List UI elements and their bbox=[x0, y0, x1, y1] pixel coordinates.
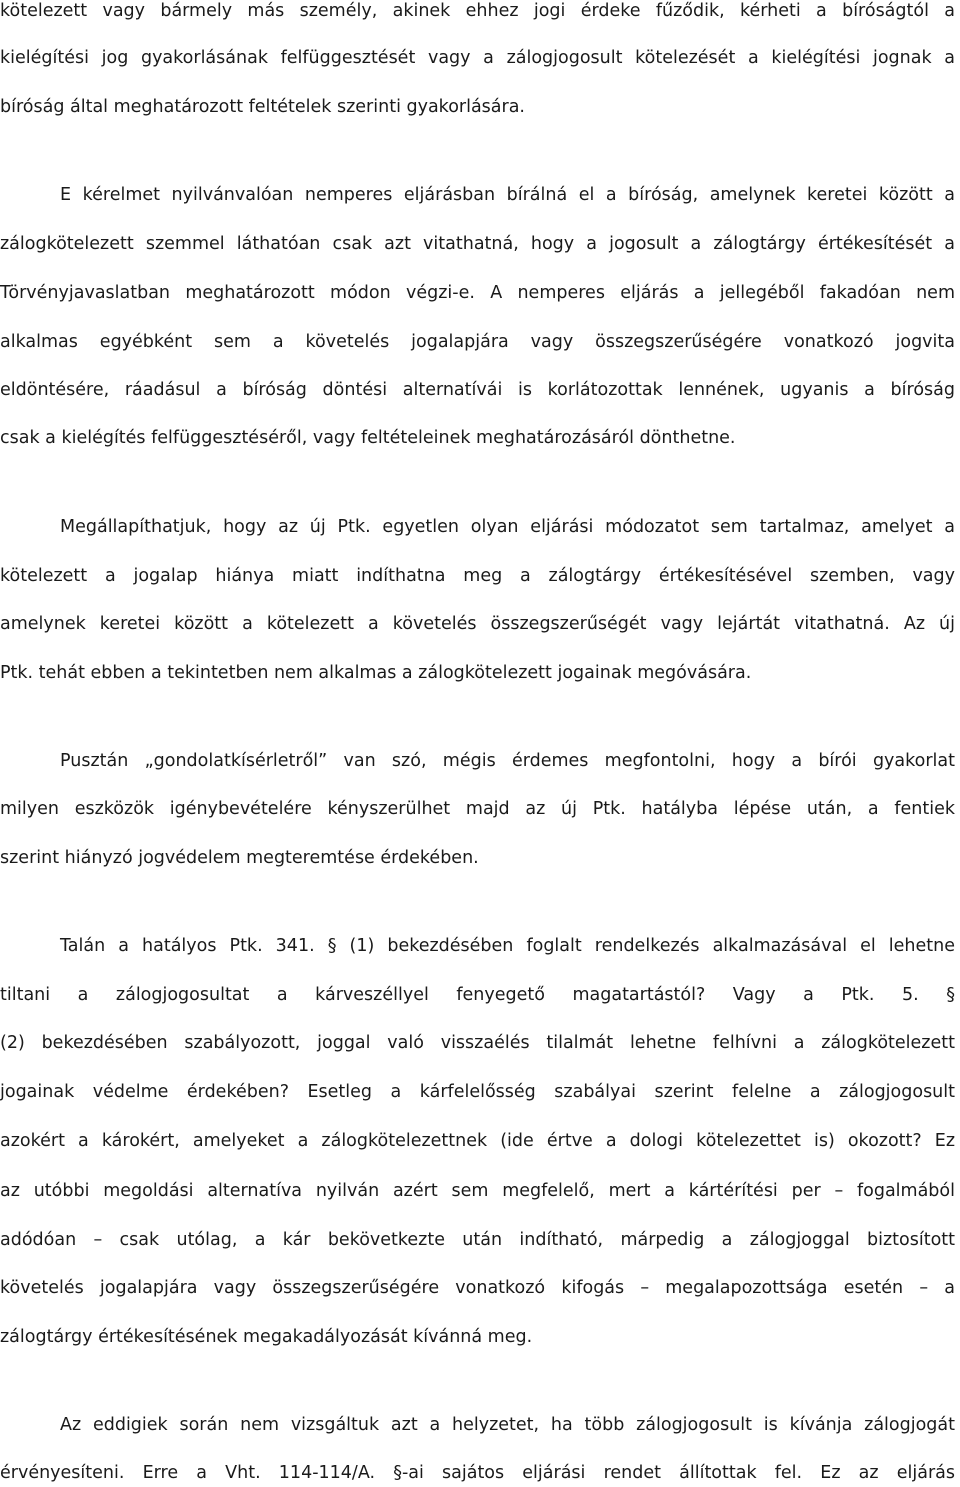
text-line: kötelezett vagy bármely más személy, akinek ehhez jogi érdeke fűződik, kérheti a bíróságtól a bbox=[0, 1, 955, 21]
text-line: követelés jogalapjára vagy összegszerűségére vonatkozó kifogás – megalapozottsága esetén – a bbox=[0, 1278, 955, 1298]
text-line: csak a kielégítés felfüggesztéséről, vagy feltételeinek meghatározásáról dönthetne. bbox=[0, 428, 736, 448]
paragraph-first-line: Az eddigiek során nem vizsgáltuk azt a helyzetet, ha több zálogjogosult is kívánja zálogjogát bbox=[60, 1415, 955, 1435]
text-line: (2) bekezdésében szabályozott, joggal való visszaélés tilalmát lehetne felhívni a zálogkötelezett bbox=[0, 1033, 955, 1053]
text-line: Törvényjavaslatban meghatározott módon végzi-e. A nemperes eljárás a jellegéből fakadóan nem bbox=[0, 283, 955, 303]
text-line: kötelezett a jogalap hiánya miatt indíthatna meg a zálogtárgy értékesítésével szemben, vagy bbox=[0, 566, 955, 586]
text-line: bíróság által meghatározott feltételek szerinti gyakorlására. bbox=[0, 97, 525, 117]
text-line: alkalmas egyébként sem a követelés jogalapjára vagy összegszerűségére vonatkozó jogvita bbox=[0, 332, 955, 352]
text-line: szerint hiányzó jogvédelem megteremtése érdekében. bbox=[0, 848, 479, 868]
text-line: amelynek keretei között a kötelezett a követelés összegszerűségét vagy lejártát vitathatná. Az új bbox=[0, 614, 955, 634]
text-line: tiltani a zálogjogosultat a kárveszéllyel fenyegető magatartástól? Vagy a Ptk. 5. § bbox=[0, 985, 955, 1005]
text-line: azokért a károkért, amelyeket a zálogkötelezettnek (ide értve a dologi kötelezettet is) okozott? Ez bbox=[0, 1131, 955, 1151]
text-line: az utóbbi megoldási alternatíva nyilván azért sem megfelelő, mert a kártérítési per – fogalmából bbox=[0, 1181, 955, 1201]
text-line: eldöntésére, ráadásul a bíróság döntési alternatívái is korlátozottak lennének, ugyanis a bíróság bbox=[0, 380, 955, 400]
text-line: érvényesíteni. Erre a Vht. 114-114/A. §-ai sajátos eljárási rendet állítottak fel. Ez az eljárás bbox=[0, 1463, 955, 1483]
text-line: adódóan – csak utólag, a kár bekövetkezte után indítható, márpedig a zálogjoggal biztosított bbox=[0, 1230, 955, 1250]
text-line: milyen eszközök igénybevételére kényszerülhet majd az új Ptk. hatályba lépése után, a fentiek bbox=[0, 799, 955, 819]
text-line: zálogkötelezett szemmel láthatóan csak azt vitathatná, hogy a jogosult a zálogtárgy értékesítését a bbox=[0, 234, 955, 254]
text-line: jogainak védelme érdekében? Esetleg a kárfelelősség szabályai szerint felelne a zálogjogosult bbox=[0, 1082, 955, 1102]
paragraph-first-line: E kérelmet nyilvánvalóan nemperes eljárásban bírálná el a bíróság, amelynek keretei között a bbox=[60, 185, 955, 205]
text-line: Ptk. tehát ebben a tekintetben nem alkalmas a zálogkötelezett jogainak megóvására. bbox=[0, 663, 752, 683]
paragraph-first-line: Megállapíthatjuk, hogy az új Ptk. egyetlen olyan eljárási módozatot sem tartalmaz, amelyet a bbox=[60, 517, 955, 537]
paragraph-first-line: Talán a hatályos Ptk. 341. § (1) bekezdésében foglalt rendelkezés alkalmazásával el lehetne bbox=[60, 936, 955, 956]
text-line: zálogtárgy értékesítésének megakadályozását kívánná meg. bbox=[0, 1327, 533, 1347]
paragraph-first-line: Pusztán „gondolatkísérletről” van szó, mégis érdemes megfontolni, hogy a bírói gyakorlat bbox=[60, 751, 955, 771]
text-line: kielégítési jog gyakorlásának felfüggesztését vagy a zálogjogosult kötelezését a kielégítési jognak a bbox=[0, 48, 955, 68]
